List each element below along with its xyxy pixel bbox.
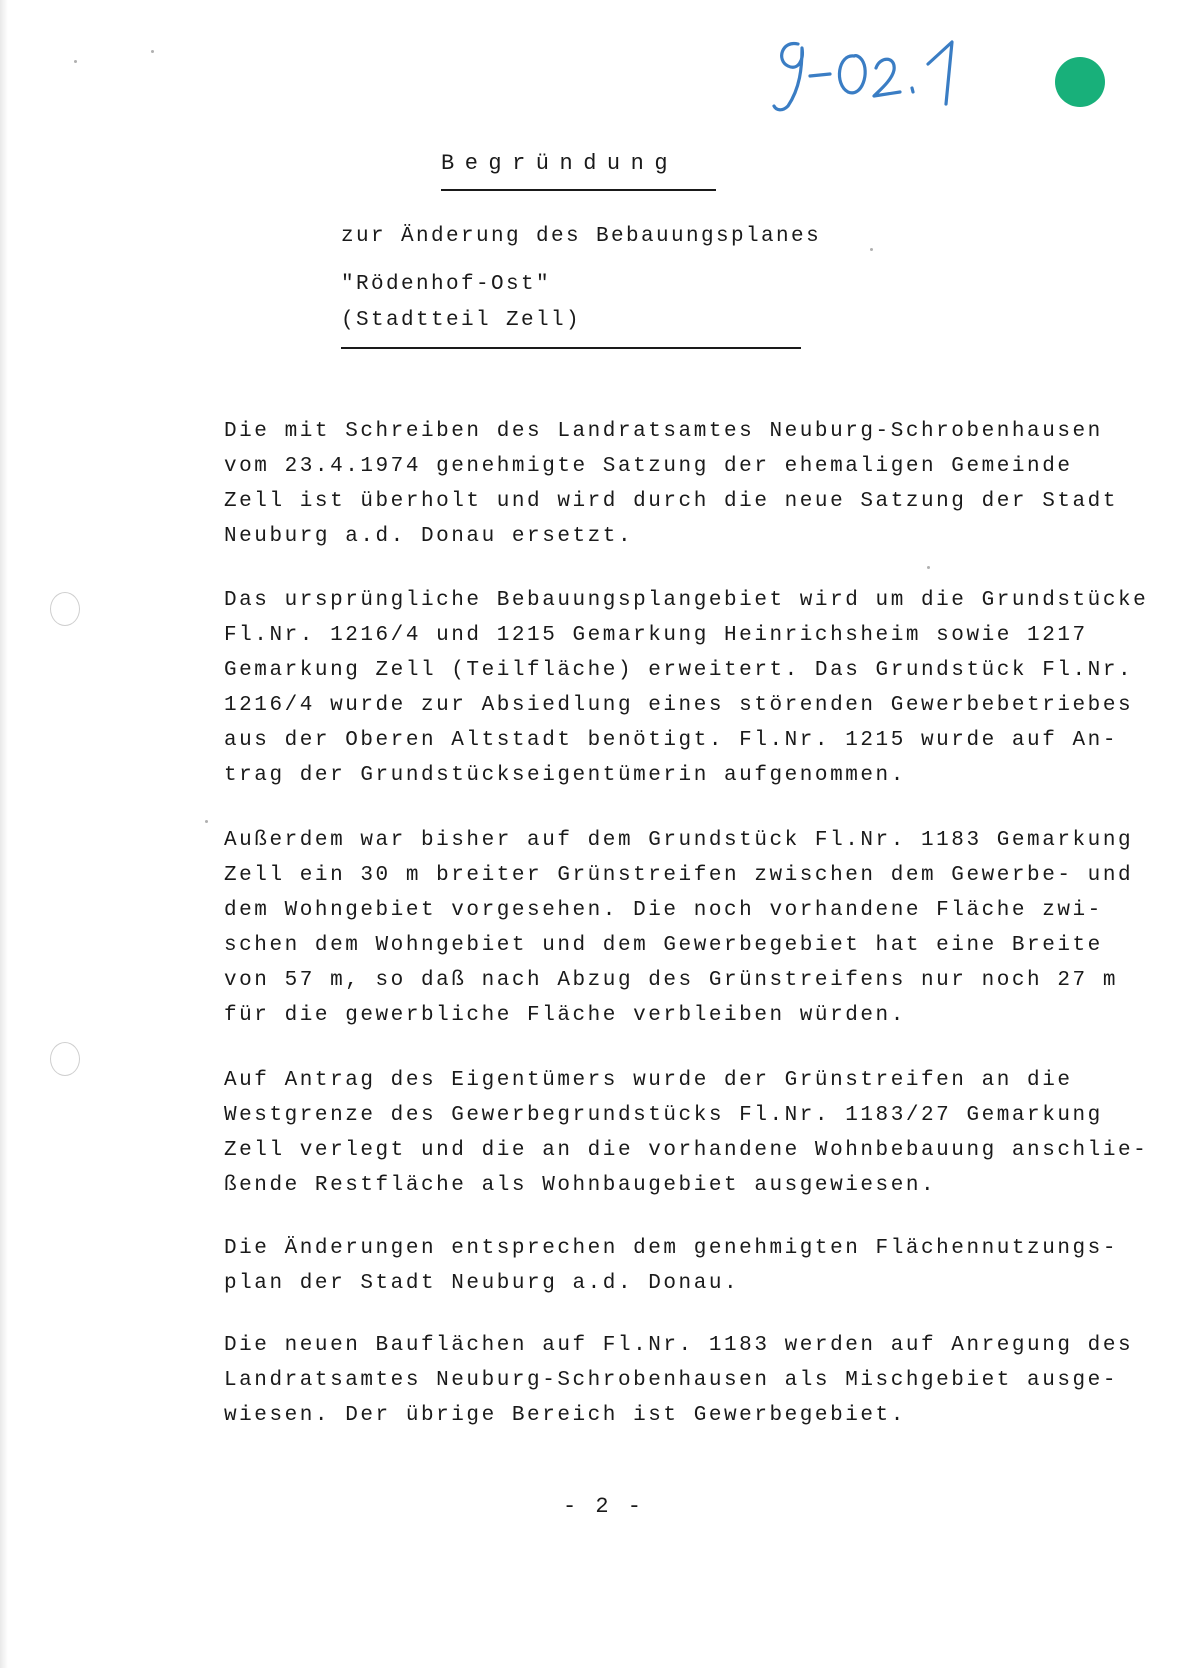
paragraph-line: Die neuen Bauflächen auf Fl.Nr. 1183 werden auf Anregung des bbox=[224, 1334, 1134, 1357]
punch-hole-bottom bbox=[50, 1042, 80, 1076]
paragraph-line: Westgrenze des Gewerbegrundstücks Fl.Nr. 1183/27 Gemarkung bbox=[224, 1104, 1103, 1127]
scan-speck bbox=[74, 60, 77, 63]
document-heading: Begründung bbox=[441, 151, 679, 176]
handwritten-reference-annotation bbox=[768, 22, 1008, 118]
paragraph-line: Neuburg a.d. Donau ersetzt. bbox=[224, 525, 634, 548]
paragraph bbox=[224, 823, 1133, 1033]
paragraph-line: aus der Oberen Altstadt benötigt. Fl.Nr. 1215 wurde auf An- bbox=[224, 729, 1118, 752]
paragraph bbox=[224, 1328, 1133, 1433]
paragraph-line: Auf Antrag des Eigentümers wurde der Grünstreifen an die bbox=[224, 1069, 1073, 1092]
paragraph-line: Das ursprüngliche Bebauungsplangebiet wird um die Grundstücke bbox=[224, 589, 1149, 612]
paragraph-line: Landratsamtes Neuburg-Schrobenhausen als Mischgebiet ausge- bbox=[224, 1369, 1118, 1392]
paragraph-line: vom 23.4.1974 genehmigte Satzung der ehemaligen Gemeinde bbox=[224, 455, 1073, 478]
paragraph-line: von 57 m, so daß nach Abzug des Grünstreifens nur noch 27 m bbox=[224, 969, 1118, 992]
scan-speck bbox=[205, 820, 208, 823]
scan-speck bbox=[927, 566, 930, 569]
paragraph-line: trag der Grundstückseigentümerin aufgenommen. bbox=[224, 764, 906, 787]
paragraph-line: Zell ein 30 m breiter Grünstreifen zwischen dem Gewerbe- und bbox=[224, 864, 1134, 887]
paragraph-line: Die Änderungen entsprechen dem genehmigten Flächennutzungs- bbox=[224, 1237, 1118, 1260]
green-marker-dot bbox=[1055, 57, 1105, 107]
paragraph-line: Zell verlegt und die an die vorhandene Wohnbebauung anschlie- bbox=[224, 1139, 1149, 1162]
paragraph-line: Gemarkung Zell (Teilfläche) erweitert. Das Grundstück Fl.Nr. bbox=[224, 659, 1134, 682]
subtitle-line: (Stadtteil Zell) bbox=[341, 309, 582, 332]
paragraph bbox=[224, 583, 1148, 793]
paragraph bbox=[224, 1231, 1118, 1301]
paragraph bbox=[224, 1063, 1148, 1203]
paragraph-line: Die mit Schreiben des Landratsamtes Neuburg-Schrobenhausen bbox=[224, 420, 1103, 443]
scan-speck bbox=[870, 248, 873, 251]
paragraph-line: für die gewerbliche Fläche verbleiben würden. bbox=[224, 1004, 906, 1027]
scan-speck bbox=[151, 50, 154, 53]
paragraph-line: dem Wohngebiet vorgesehen. Die noch vorhandene Fläche zwi- bbox=[224, 899, 1103, 922]
paragraph-line: 1216/4 wurde zur Absiedlung eines störenden Gewerbebetriebes bbox=[224, 694, 1134, 717]
paragraph-line: Fl.Nr. 1216/4 und 1215 Gemarkung Heinrichsheim sowie 1217 bbox=[224, 624, 1088, 647]
paragraph-line: Zell ist überholt und wird durch die neue Satzung der Stadt bbox=[224, 490, 1118, 513]
page-number: - 2 - bbox=[563, 1494, 645, 1519]
subtitle-line: zur Änderung des Bebauungsplanes bbox=[341, 225, 822, 248]
paragraph-line: ßende Restfläche als Wohnbaugebiet ausgewiesen. bbox=[224, 1174, 937, 1197]
paragraph-line: schen dem Wohngebiet und dem Gewerbegebiet hat eine Breite bbox=[224, 934, 1103, 957]
paragraph-line: plan der Stadt Neuburg a.d. Donau. bbox=[224, 1272, 740, 1295]
paragraph-line: wiesen. Der übrige Bereich ist Gewerbegebiet. bbox=[224, 1404, 906, 1427]
heading-underline bbox=[441, 189, 716, 191]
subtitle-line: "Rödenhof-Ost" bbox=[341, 273, 552, 296]
paragraph-line: Außerdem war bisher auf dem Grundstück Fl.Nr. 1183 Gemarkung bbox=[224, 829, 1134, 852]
subtitle-underline bbox=[341, 347, 801, 349]
paragraph bbox=[224, 414, 1118, 554]
scan-left-edge bbox=[0, 0, 8, 1668]
punch-hole-top bbox=[50, 592, 80, 626]
